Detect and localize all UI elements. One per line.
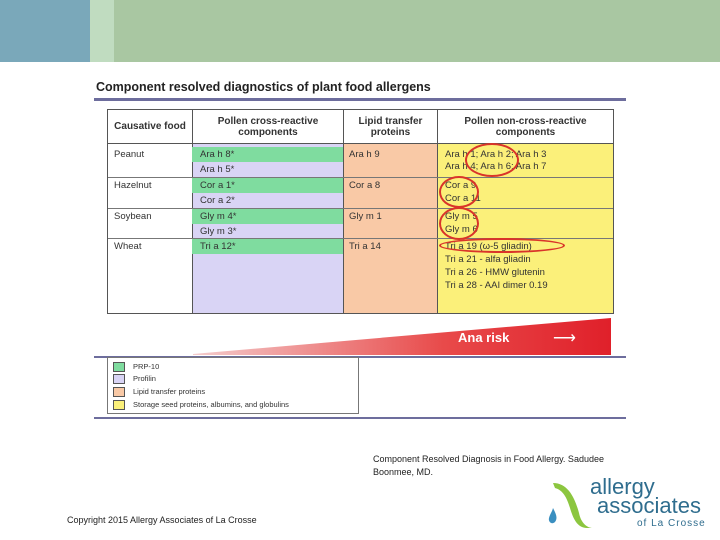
header-pollen-cross: Pollen cross-reactive components (192, 110, 343, 144)
food-hazelnut: Hazelnut (114, 180, 152, 191)
legend-item (113, 361, 159, 372)
non-cross-item: Cor a 11 (445, 193, 481, 204)
header-causative-food: Causative food (108, 110, 192, 144)
legend-item (113, 386, 205, 397)
ltp-item: Cor a 8 (349, 180, 381, 191)
risk-gradient-wedge (193, 318, 611, 355)
ltp-item: Tri a 14 (349, 241, 381, 252)
legend-label: PRP-10 (133, 362, 160, 371)
legend-swatch-storage (113, 400, 125, 410)
pollen-cross-item: Tri a 12* (200, 241, 236, 252)
bottom-rule (94, 417, 626, 419)
food-wheat: Wheat (114, 241, 142, 252)
pollen-cross-item: Cor a 2* (200, 195, 235, 206)
legend-swatch-ltp (113, 387, 125, 397)
highlight-circle (465, 143, 519, 177)
arrow-right-icon: ⟶ (553, 330, 576, 347)
non-cross-item: Cor a 9 (445, 180, 477, 191)
non-cross-item: Ara h 1; Ara h 2; Ara h 3 (445, 149, 547, 160)
non-cross-item: Tri a 26 - HMW glutenin (445, 267, 545, 278)
non-cross-item: Gly m 6 (445, 224, 478, 235)
pollen-cross-item: Cor a 1* (200, 180, 235, 191)
ltp-item: Ara h 9 (349, 149, 380, 160)
legend-item (113, 373, 156, 384)
non-cross-item: Tri a 28 - AAI dimer 0.19 (445, 280, 548, 291)
allergen-table (107, 109, 614, 314)
legend-label: Lipid transfer proteins (133, 387, 206, 396)
food-peanut: Peanut (114, 149, 145, 160)
pollen-cross-item: Gly m 4* (200, 211, 237, 222)
figure-title: Component resolved diagnostics of plant food allergens (96, 80, 431, 94)
row-divider (108, 208, 613, 209)
non-cross-item: Gly m 5 (445, 211, 478, 222)
legend-swatch-prp10 (113, 362, 125, 372)
legend (107, 357, 359, 414)
logo-text-allergy: allergy (590, 474, 655, 499)
highlight-circle (439, 176, 479, 208)
header-ltp: Lipid transfer proteins (343, 110, 437, 144)
copyright: Copyright 2015 Allergy Associates of La Crosse (67, 515, 257, 525)
pollen-cross-item: Ara h 5* (200, 164, 235, 175)
highlight-circle (439, 207, 479, 240)
highlight-circle (439, 238, 565, 253)
risk-label: Ana risk (458, 330, 510, 345)
logo-text-associates: associates (597, 493, 701, 518)
pollen-cross-item: Ara h 8* (200, 149, 235, 160)
food-soybean: Soybean (114, 211, 152, 222)
caption: Component Resolved Diagnosis in Food Allergy. Sadudee Boonmee, MD. (373, 454, 604, 477)
logo-text-la-crosse: of La Crosse (637, 518, 706, 529)
non-cross-item: Tri a 21 - alfa gliadin (445, 254, 531, 265)
legend-item (113, 399, 289, 410)
non-cross-item: Tri a 19 (ω-5 gliadin) (445, 241, 532, 252)
pollen-cross-item: Gly m 3* (200, 226, 237, 237)
ltp-item: Gly m 1 (349, 211, 382, 222)
header-band-light (90, 0, 114, 62)
non-cross-item: Ara h 4; Ara h 6; Ara h 7 (445, 161, 547, 172)
legend-label: Profilin (133, 374, 156, 383)
row-divider (108, 177, 613, 178)
legend-swatch-profilin (113, 374, 125, 384)
header-band-blue (0, 0, 90, 62)
legend-label: Storage seed proteins, albumins, and globulins (133, 400, 289, 409)
title-rule (94, 98, 626, 101)
header-non-cross: Pollen non-cross-reactive components (437, 110, 613, 144)
